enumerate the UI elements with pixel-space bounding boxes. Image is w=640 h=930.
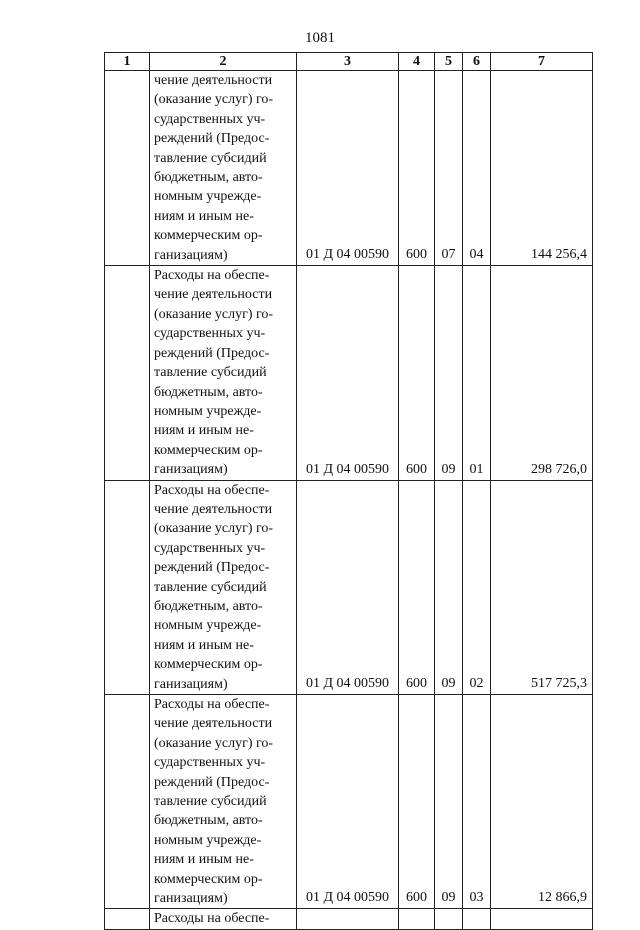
column-header: 7 (491, 53, 593, 71)
target-article-code: 01 Д 04 00590 (297, 71, 399, 266)
description-line: реждений (Предос- (154, 345, 270, 361)
description-line: реждений (Предос- (154, 131, 270, 147)
expense-type-code: 600 (399, 480, 435, 694)
row-number-cell (105, 266, 150, 480)
expense-type-code: 600 (399, 71, 435, 266)
column-header: 2 (150, 53, 297, 71)
description-line: ниям и иным не- (154, 208, 254, 224)
subsection-code: 03 (463, 695, 491, 909)
column-header: 5 (435, 53, 463, 71)
description-line: чение деятельности (154, 501, 273, 517)
description-cell (150, 266, 297, 480)
description-line: бюджетным, авто- (154, 813, 263, 829)
column-header: 4 (399, 53, 435, 71)
description-cell (150, 71, 297, 266)
subsection-code: 04 (463, 71, 491, 266)
section-code: 09 (435, 695, 463, 909)
description-line: чение деятельности (154, 73, 273, 88)
target-article-code: 01 Д 04 00590 (297, 695, 399, 909)
description-cell (150, 909, 297, 929)
description-line: ниям и иным не- (154, 637, 254, 653)
column-header: 6 (463, 53, 491, 71)
description-line: номным учрежде- (154, 189, 262, 205)
description-line: коммерческим ор- (154, 657, 263, 673)
table-row (105, 695, 593, 909)
column-header: 3 (297, 53, 399, 71)
description-line: бюджетным, авто- (154, 170, 263, 186)
amount-cell: 144 256,4 (491, 71, 593, 266)
description-line: чение деятельности (154, 287, 273, 303)
description-line: номным учрежде- (154, 618, 262, 634)
description-line: тавление субсидий (154, 365, 267, 381)
page-number: 1081 (305, 30, 335, 46)
description-line: номным учрежде- (154, 403, 262, 419)
description-line: сударственных уч- (154, 326, 266, 342)
amount-cell: 298 726,0 (491, 266, 593, 480)
expense-type-code: 600 (399, 695, 435, 909)
description-line: тавление субсидий (154, 579, 267, 595)
section-code: 07 (435, 71, 463, 266)
description-cell (150, 480, 297, 694)
header-row (105, 53, 593, 71)
description-line: сударственных уч- (154, 540, 266, 556)
description-line: (оказание услуг) го- (154, 735, 274, 751)
amount-cell: 12 866,9 (491, 695, 593, 909)
description-line: Расходы на обеспе- (154, 911, 270, 927)
description-line: номным учрежде- (154, 832, 262, 848)
description-line: бюджетным, авто- (154, 598, 263, 614)
row-number-cell (105, 71, 150, 266)
description-line: сударственных уч- (154, 111, 266, 127)
expense-type-code: 600 (399, 266, 435, 480)
description-line: реждений (Предос- (154, 774, 270, 790)
row-number-cell (105, 695, 150, 909)
target-article-code: 01 Д 04 00590 (297, 266, 399, 480)
target-article-code (297, 909, 399, 929)
description-line: чение деятельности (154, 716, 273, 732)
amount-cell: 517 725,3 (491, 480, 593, 694)
description-line: коммерческим ор- (154, 442, 263, 458)
description-line: бюджетным, авто- (154, 384, 263, 400)
subsection-code: 01 (463, 266, 491, 480)
description-line: тавление субсидий (154, 794, 267, 810)
budget-table (104, 52, 593, 930)
target-article-code: 01 Д 04 00590 (297, 480, 399, 694)
table-row (105, 266, 593, 480)
description-line: ганизациям) (154, 891, 228, 907)
subsection-code: 02 (463, 480, 491, 694)
amount-cell (491, 909, 593, 929)
description-line: Расходы на обеспе- (154, 697, 270, 712)
description-line: ниям и иным не- (154, 423, 254, 439)
table-row (105, 480, 593, 694)
description-line: Расходы на обеспе- (154, 268, 270, 284)
subsection-code (463, 909, 491, 929)
row-number-cell (105, 480, 150, 694)
description-line: ганизациям) (154, 462, 228, 478)
expense-type-code (399, 909, 435, 929)
table-row (105, 909, 593, 929)
description-line: коммерческим ор- (154, 228, 263, 244)
description-line: тавление субсидий (154, 150, 267, 166)
column-header: 1 (105, 53, 150, 71)
description-line: ниям и иным не- (154, 852, 254, 868)
section-code: 09 (435, 480, 463, 694)
description-line: (оказание услуг) го- (154, 521, 274, 537)
description-line: ганизациям) (154, 676, 228, 692)
section-code: 09 (435, 266, 463, 480)
row-number-cell (105, 909, 150, 929)
description-line: (оказание услуг) го- (154, 306, 274, 322)
description-cell (150, 695, 297, 909)
description-line: коммерческим ор- (154, 871, 263, 887)
description-line: Расходы на обеспе- (154, 482, 270, 498)
description-line: сударственных уч- (154, 755, 266, 771)
table-row (105, 71, 593, 266)
section-code (435, 909, 463, 929)
description-line: ганизациям) (154, 247, 228, 263)
description-line: реждений (Предос- (154, 560, 270, 576)
description-line: (оказание услуг) го- (154, 92, 274, 108)
